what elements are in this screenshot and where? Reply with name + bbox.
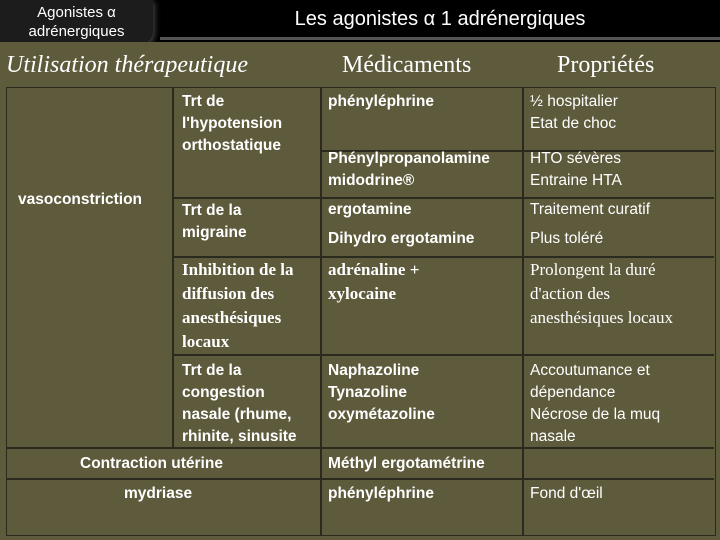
prop-tolere: Plus toléré <box>530 230 604 247</box>
drug-phenylephrine-2: phényléphrine <box>328 485 434 502</box>
drug-naphazoline: Naphazoline Tynazoline oxymétazoline <box>328 362 435 423</box>
drug-methylergometrine: Méthyl ergotamétrine <box>328 455 485 472</box>
header-usage: Utilisation thérapeutique <box>6 52 248 78</box>
vasoconstriction-label: vasoconstriction <box>18 191 143 208</box>
slide-title: Les agonistes α 1 adrénergiques <box>294 8 586 30</box>
contraction-use: Contraction utérine <box>80 455 223 472</box>
drug-dihydro-ergotamine: Dihydro ergotamine <box>328 230 475 247</box>
migraine-use: Trt de la migraine <box>182 202 247 241</box>
drug-phenylephrine: phényléphrine <box>328 93 434 110</box>
inhibition-use: Inhibition de la diffusion des anesthésiques locaux <box>182 260 294 351</box>
tab-line-2: adrénergiques <box>28 23 125 40</box>
drug-phenylpropanolamine: Phénylpropanolamine midodrine® <box>328 150 490 189</box>
prop-prolong: Prolongent la duré d'action des anesthésiques locaux <box>530 260 674 327</box>
col-divider <box>522 87 524 536</box>
prop-hto: HTO sévères Entraine HTA <box>530 150 622 189</box>
prop-hospital: ½ hospitalier Etat de choc <box>530 93 618 132</box>
header-props: Propriétés <box>557 52 655 78</box>
drug-ergotamine: ergotamine <box>328 201 412 218</box>
tab-line-1: Agonistes α <box>37 4 116 21</box>
drug-table <box>0 42 720 540</box>
congestion-use: Trt de la congestion nasale (rhume, rhinite, sinusite <box>182 362 297 445</box>
section-tab <box>0 0 153 45</box>
header-drugs: Médicaments <box>342 52 472 78</box>
row-divider <box>172 354 714 356</box>
prop-fond-oeil: Fond d'œil <box>530 485 603 502</box>
title-underline <box>160 37 720 40</box>
col-divider <box>172 87 174 449</box>
mydriase-use: mydriase <box>124 485 193 502</box>
col-divider <box>320 87 322 536</box>
drug-adrenaline: adrénaline + xylocaine <box>328 260 420 303</box>
prop-curatif: Traitement curatif <box>530 201 651 218</box>
hypotension-use: Trt de l'hypotension orthostatique <box>182 93 283 154</box>
prop-accoutumance: Accoutumance et dépendance Nécrose de la muq nasale <box>530 362 661 445</box>
row-divider <box>6 478 714 480</box>
